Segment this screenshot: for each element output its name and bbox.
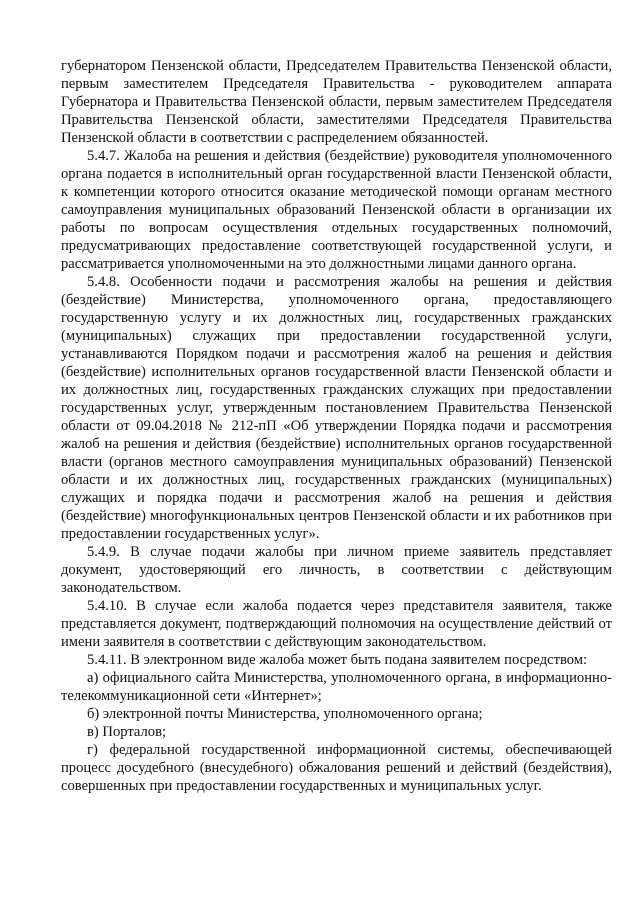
paragraph-5-4-10: 5.4.10. В случае если жалоба подается через представителя заявителя, также представляется документ, подтверждающий полномочия на осуществление действий от имени заявителя в соответствии с действующим законодательством. [61,598,612,650]
paragraph-5-4-8: 5.4.8. Особенности подачи и рассмотрения жалобы на решения и действия (бездействие) Министерства, уполномоченного органа, предоставляющего государственную услугу и их должностных лиц, государственных гражданских (муниципальных) служащих при предоставлении государственной услуги, устанавливаются Порядком подачи и рассмотрения жалоб на решения и действия (бездействие) исполнительных органов государственной власти Пензенской области и их должностных лиц, государственных гражданских служащих при предоставлении государственных услуг, утвержденным постановлением Правительства Пензенской области от 09.04.2018 № 212-пП «Об утверждении Порядка подачи и рассмотрения жалоб на решения и действия (бездействие) исполнительных органов государственной власти (органов местного самоуправления муниципальных образований) Пензенской области и их должностных лиц, государственных гражданских (муниципальных) служащих и порядка подачи и рассмотрения жалоб на решения и действия (бездействие) многофункциональных центров Пензенской области и их работников при предоставлении государственных услуг». [61,274,612,542]
list-item-v: в) Порталов; [87,724,167,740]
paragraph-5-4-9: 5.4.9. В случае подачи жалобы при личном приеме заявитель представляет документ, удостоверяющий его личность, в соответствии с действующим законодательством. [61,544,612,596]
list-item-b: б) электронной почты Министерства, уполномоченного органа; [87,706,483,722]
list-item-a: а) официального сайта Министерства, уполномоченного органа, в информационно-телекоммуникационной сети «Интернет»; [61,670,612,704]
paragraph-continuation: губернатором Пензенской области, Председателем Правительства Пензенской области, первым заместителем Председателя Правительства - руководителем аппарата Губернатора и Правительства Пензенской области, первым заместителем Председателя Правительства Пензенской области, заместителями Председателя Правительства Пензенской области в соответствии с распределением обязанностей. [61,58,612,146]
paragraph-5-4-11: 5.4.11. В электронном виде жалоба может быть подана заявителем посредством: [87,652,588,668]
list-item-g: г) федеральной государственной информационной системы, обеспечивающей процесс досудебного (внесудебного) обжалования решений и действий (бездействия), совершенных при предоставлении государственных и муниципальных услуг. [61,742,612,794]
document-page [61,57,612,795]
paragraph-5-4-7: 5.4.7. Жалоба на решения и действия (бездействие) руководителя уполномоченного органа подается в исполнительный орган государственной власти Пензенской области, к компетенции которого относится оказание методической помощи органам местного самоуправления муниципальных образований Пензенской области в организации их работы по вопросам осуществления отдельных государственных полномочий, предусматривающих предоставление соответствующей государственной услуги, и рассматривается уполномоченными на это должностными лицами данного органа. [61,148,612,272]
